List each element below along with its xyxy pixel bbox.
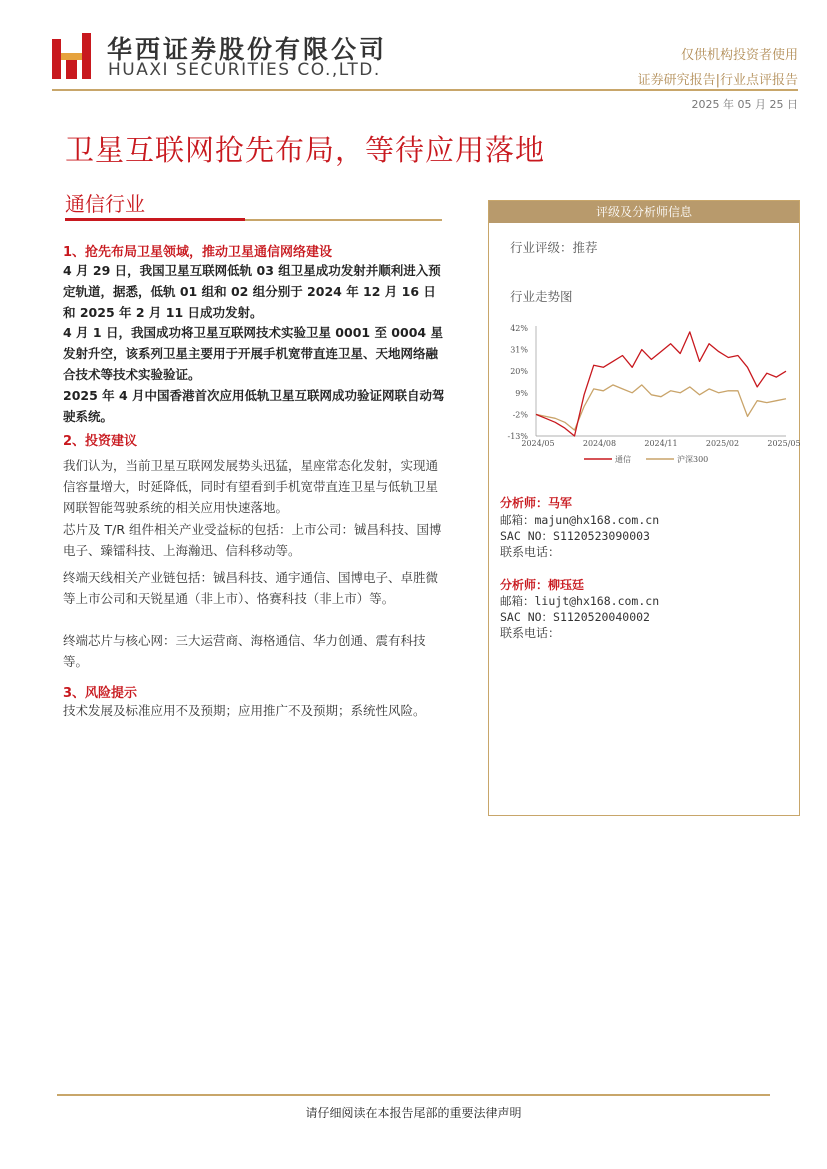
analyst-name: 分析师：柳珏廷 — [500, 578, 585, 592]
analyst-sac: SAC NO：S1120523090003 — [500, 529, 650, 543]
y-tick-label: 42% — [510, 324, 528, 333]
industry-underline-gold — [245, 219, 442, 221]
section-heading: 1、抢先布局卫星领域，推动卫星通信网络建设 — [63, 245, 333, 260]
audience-note: 仅供机构投资者使用 — [680, 48, 798, 63]
y-tick-label: 9% — [515, 388, 528, 398]
paragraph: 2025 年 4 月中国香港首次应用低轨卫星互联网成功验证网联自动驾驶系统。 — [63, 388, 445, 424]
x-tick-label: 2025/05 — [767, 439, 801, 448]
legal-notice: 请仔细阅读在本报告尾部的重要法律声明 — [305, 1106, 522, 1120]
legend-label: 通信 — [615, 455, 631, 464]
report-type: 证券研究报告|行业点评报告 — [637, 73, 798, 88]
section-heading: 3、风险提示 — [63, 686, 138, 701]
series-line — [536, 332, 786, 436]
industry-rating: 行业评级：推荐 — [510, 240, 598, 255]
sidebar-header: 评级及分析师信息 — [489, 201, 799, 223]
y-tick-label: -13% — [507, 432, 528, 441]
trend-chart — [496, 318, 801, 478]
series-line — [536, 385, 786, 430]
footer-divider — [57, 1094, 770, 1096]
y-tick-label: 20% — [510, 367, 528, 377]
paragraph: 我们认为，当前卫星互联网发展势头迅猛，星座常态化发射，实现通信容量增大，时延降低，同时有望看到手机宽带直连卫星与低轨卫星网联智能驾驶系统的相关应用快速落地。 — [63, 458, 439, 515]
industry-underline — [65, 218, 245, 221]
trend-chart-title: 行业走势图 — [510, 289, 573, 304]
paragraph: 4 月 1 日，我国成功将卫星互联网技术实验卫星 0001 至 0004 星发射升空，该系列卫星主要用于开展手机宽带直连卫星、天地网络融合技术等技术实验验证。 — [63, 325, 443, 382]
analyst-email: 邮箱：liujt@hx168.com.cn — [500, 594, 660, 608]
report-date: 2025 年 05 月 25 日 — [691, 98, 798, 111]
company-name-en: HUAXI SECURITIES CO.,LTD. — [108, 60, 381, 80]
analyst-phone: 联系电话： — [500, 626, 561, 640]
x-tick-label: 2024/11 — [644, 439, 678, 448]
y-tick-label: 31% — [510, 345, 528, 355]
report-title: 卫星互联网抢先布局，等待应用落地 — [65, 133, 546, 167]
x-tick-label: 2024/08 — [582, 439, 617, 448]
paragraph: 终端芯片与核心网：三大运营商、海格通信、华力创通、震有科技等。 — [63, 633, 426, 669]
huaxi-logo-icon — [52, 33, 96, 79]
analyst-email: 邮箱：majun@hx168.com.cn — [500, 513, 660, 527]
analyst-sac: SAC NO：S1120520040002 — [500, 610, 650, 624]
header-divider — [52, 89, 798, 91]
section-heading: 2、投资建议 — [63, 434, 138, 449]
paragraph: 4 月 29 日，我国卫星互联网低轨 03 组卫星成功发射并顺利进入预定轨道，据悉，低轨 01 组和 02 组分别于 2024 年 12 月 16 日和 2025 年 2 月 11 日成功发射。 — [63, 263, 441, 320]
x-tick-label: 2025/02 — [705, 439, 740, 448]
company-name-cn: 华西证券股份有限公司 — [107, 35, 388, 64]
analyst-phone: 联系电话： — [500, 545, 561, 559]
analyst-name: 分析师：马军 — [500, 496, 573, 510]
y-tick-label: -2% — [512, 410, 528, 420]
paragraph: 终端天线相关产业链包括：铖昌科技、通宇通信、国博电子、卓胜微等上市公司和天锐星通（非上市）、恪赛科技（非上市）等。 — [63, 570, 439, 606]
paragraph: 技术发展及标准应用不及预期；应用推广不及预期；系统性风险。 — [63, 703, 426, 718]
x-tick-label: 2024/05 — [521, 439, 555, 448]
industry-label: 通信行业 — [65, 192, 145, 216]
legend-label: 沪深300 — [677, 455, 709, 464]
paragraph: 芯片及 T/R 组件相关产业受益标的包括：上市公司：铖昌科技、国博电子、臻镭科技、上海瀚迅、信科移动等。 — [63, 522, 442, 558]
